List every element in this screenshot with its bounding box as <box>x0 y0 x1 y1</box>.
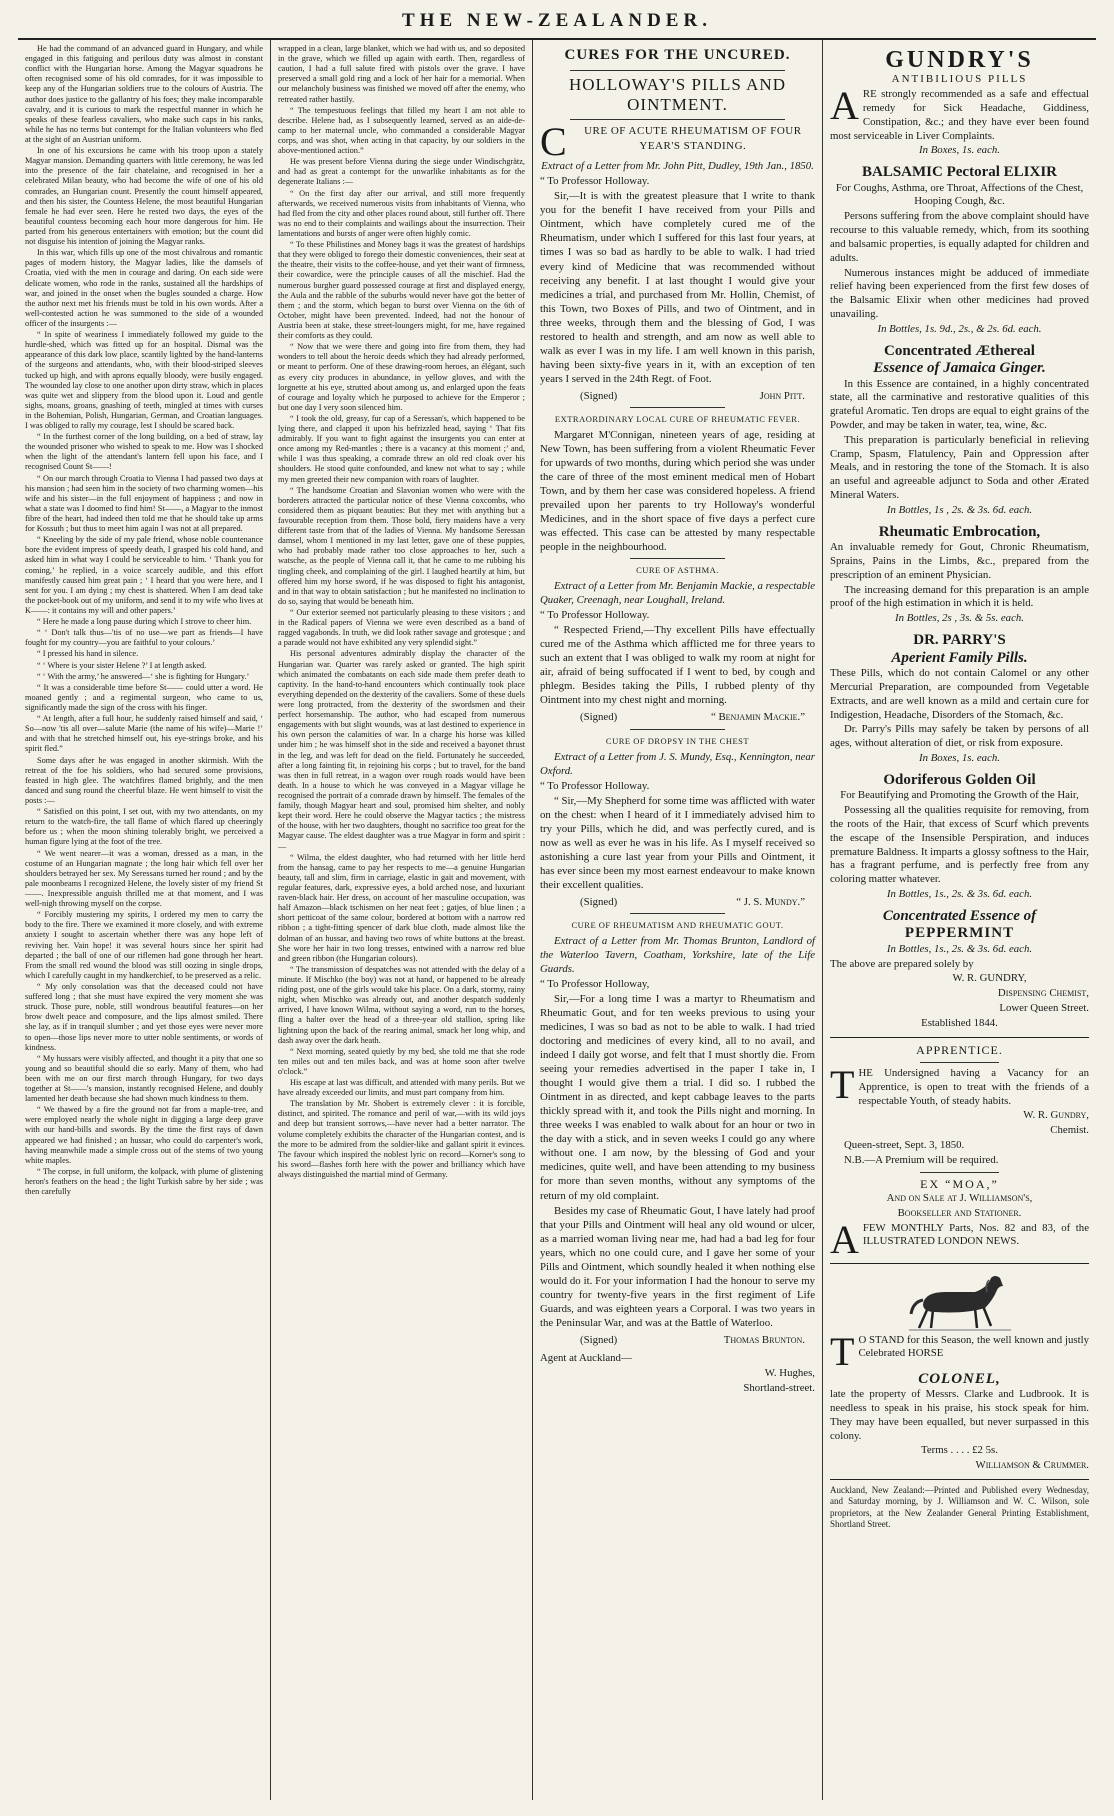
letter-body: Sir,—For a long time I was a martyr to Rheumatism and Rheumatic Gout, and for ten weeks previous to using your medicines, I was so bad as not to be able to walk. I had tried doctoring and medicines of every kind, all to no avail, and indeed I daily got worse, and felt that I must shortly die. From seeing your remedies advertised in the paper I take in, I thought I would give them a trial. I did so. I rubbed the Ointment in as directed, and kept cabbage leaves to the parts thickly spread with it, and took the Pills night and morning. In three weeks I was enabled to walk about for an hour or two in the day with a stick, and in seven weeks I could go any where without one. I am now, by the blessing of God and your medicines, quite well, and have been attending to my business for more than seven months, without any symptoms of the return of my old complaint. <box>540 993 815 1202</box>
column-4-ads <box>822 40 1096 1800</box>
ad-title: Concentrated Essence of <box>882 907 1037 924</box>
signature <box>580 710 805 724</box>
article-paragraph: “ We went nearer—it was a woman, dressed as a man, in the costume of an Hungarian magnate ; the long hair which fell over her shoulders betrayed her sex. My Seressans turned her round ; and by the pale moonbeams I recognized Helene, the lovely sister of my friend St——. Inexpressible anguish thrilled me at that moment, and I was well-nigh throwing myself on the corpse. <box>25 848 263 909</box>
ad-body: HE Undersigned having a Vacancy for an Apprentice, is open to treat with the friends of a respectable Youth, of steady habits. <box>858 1067 1089 1107</box>
ginger-ad <box>830 343 1089 518</box>
chemist-role: Dispensing Chemist, <box>997 987 1089 1000</box>
article-paragraph: “ The tempestuous feelings that filled my heart I am not able to describe. Helene had, as I subsequently learned, served as an aide-de-camp to her maternal uncle, who commanded a considerable Magyar corps, and was shot, when acting in that capacity, by our soldiers in the above-mentioned action.” <box>278 105 525 156</box>
article-paragraph: He was present before Vienna during the siege under Windischgrätz, and had as great a contempt for the unwarlike inhabitants as for the degenerate Italians :— <box>278 157 525 187</box>
ad-terms: Terms . . . . £2 5s. <box>921 1444 998 1457</box>
drop-cap: A <box>830 83 859 129</box>
article-paragraph: His escape at last was difficult, and attended with many perils. But we have already exceeded our limits, and must part company from him. <box>278 1078 525 1098</box>
rule <box>630 558 725 559</box>
testimonial-5 <box>540 920 815 1347</box>
chemist-address: Lower Queen Street. <box>999 1002 1089 1015</box>
rule <box>570 119 785 120</box>
agent-label: Agent at Auckland— <box>540 1351 632 1364</box>
ad-line: And on Sale at J. Williamson's, <box>886 1192 1033 1205</box>
ad-body: FEW MONTHLY Parts, Nos. 82 and 83, of the ILLUSTRATED LONDON NEWS. <box>862 1221 1089 1248</box>
agent-block <box>540 1351 815 1395</box>
letter-body: Margaret M'Connigan, nineteen years of age, residing at New Town, has been suffering from a violent Rheumatic Fever for upwards of two months, during which period she was under the care of three of the most eminent medical men of Hobart Town, and by them her case was considered hopeless. A friend prevailed upon her parents to try Holloway's wonderful Medicines, and in the short space of five days a perfect cure was effected. This case can be attested by many respectable people in the neighbourhood. <box>540 428 815 554</box>
column-2 <box>270 40 532 1800</box>
golden-oil-ad <box>830 772 1089 902</box>
prepared-by <box>830 958 1089 1031</box>
ad-title: Odoriferous Golden Oil <box>883 771 1036 788</box>
rule <box>830 1037 1089 1038</box>
signed-label: (Signed) <box>580 1333 618 1346</box>
imprint-footer: Auckland, New Zealand:—Printed and Published every Wednesday, and Saturday morning, by J. Williamson and W. C. Wilson, sole proprietors, at the New Zealander General Printing Establishment, Shortland Street. <box>830 1485 1089 1529</box>
signer-name: John Pitt. <box>759 389 805 402</box>
ad-title: Rheumatic Embrocation, <box>878 523 1041 540</box>
apprentice-ad <box>830 1043 1089 1168</box>
ad-body: Dr. Parry's Pills may safely be taken by persons of all ages, without alteration of diet, or risk from exposure. <box>830 723 1089 750</box>
ad-body: This preparation is particularly beneficial in relieving Cramp, Spasm, Flatulency, Pain and Oppression after Meals, and in restoring the tone of the Stomach. It is also an useful and agreeable adjunct to Soda and other Ærated Mineral Waters. <box>830 433 1089 502</box>
ad-body: These Pills, which do not contain Calomel or any other Mercurial Preparation, are compounded from Vegetable Extracts, and are well known as a mild and certain cure for Indigestion, Headache, Disorders of the Stomach, &c. <box>830 667 1089 721</box>
ad-body: Numerous instances might be adduced of immediate relief having been experienced from the first few doses of the Balsamic Elixir when other medicines had proved unavailing. <box>830 266 1089 320</box>
ad-title: DR. PARRY'S <box>913 632 1006 649</box>
ad-price: In Bottles, 1s. 9d., 2s., & 2s. 6d. each. <box>877 322 1042 335</box>
signed-label: (Signed) <box>580 389 618 402</box>
article-paragraph: “ ‘ Don't talk thus—'tis of no use—we part as friends—I have fought for my country—you are faithful to your colours.’ <box>25 628 263 648</box>
ad-price: In Bottles, 1s., 2s. & 3s. 6d. each. <box>886 942 1033 955</box>
article-paragraph: He had the command of an advanced guard in Hungary, and while engaged in this fatiguing and perilous duty was almost in constant conflict with the Hungarian horse. Among the Magyar squadrons he often recognised some of his old comrades, for it was impossible to keep any of the Hungarian soldiers true to the colours of Austria. The author does justice to the gallantry of his foes; they make incomparable cavalry, and it is curious to mark the respectful manner in which he speaks of these fearless cavaliers, who make such caps in his ranks, while he has no terms but contempt for the Italian volunteers who fled at the sight of an Austrian uniform. <box>25 44 263 144</box>
article-paragraph: “ We thawed by a fire the ground not far from a maple-tree, and were employed nearly the whole night in digging a large deep grave with our hand-bills and swords. By the time the first rays of dawn appeared we had finished ; an hussar, who could do carpenter's work, having meanwhile made a simple cross out of the stems of two young white maples. <box>25 1105 263 1165</box>
embrocation-ad <box>830 524 1089 626</box>
column-3-holloway <box>532 40 822 1800</box>
ad-title: GUNDRY'S <box>885 47 1034 73</box>
ad-body: The increasing demand for this preparation is an ample proof of the high estimation in which it is held. <box>830 583 1089 610</box>
rule <box>920 1062 999 1063</box>
agent-address: Shortland-street. <box>743 1381 815 1394</box>
ad-body: Possessing all the qualities requisite for removing, from the roots of the Hair, that excess of Scurf which prevents the escape of the Insensible Perspiration, and induces premature Baldness. It imparts a glossy softness to the Hair, has a fragrant perfume, and is perfectly free from any coloring matter whatever. <box>830 804 1089 886</box>
ad-body: For Coughs, Asthma, ore Throat, Affections of the Chest, Hooping Cough, &c. <box>835 181 1084 208</box>
ad-note: N.B.—A Premium will be required. <box>844 1153 999 1166</box>
ad-price: In Boxes, 1s. each. <box>919 144 1000 157</box>
ad-title: APPRENTICE. <box>916 1042 1003 1057</box>
article-paragraph: “ Here he made a long pause during which I strove to cheer him. <box>37 617 252 627</box>
rule <box>630 729 725 730</box>
ad-title-2: PEPPERMINT <box>904 925 1015 942</box>
article-paragraph: “ I took the old, greasy, fur cap of a Seressan's, which happened to be lying there, and clapped it upon his befrizzled head, saying ‘ That fits admirably. If you want to fight against the insurgents you can enter at once among my Red-mantles ; there is a vacancy at this moment ;’ and, while I was thus speaking, a comrade threw an old red cloak over his shoulders. He stood quite confounded, and knew not what to say ; while my men greeted their new companion with roars of laughter. <box>278 413 525 484</box>
letter-body: Sir,—It is with the greatest pleasure that I write to thank you for the benefit I have received from your Pills and Ointment, which have completely cured me of the Rheumatism, under which I suffered for this last four years, at times I was so bad as hardly to be able to walk. I had tried every kind of Medicine that was recommended without receiving any benefit. I at last thought I would give your medicines a trial, and purchased from Mr. Hollin, Chemist, of this Town, two Boxes of Pills, and two of Ointment, and in three weeks, through them and the blessing of God, I was restored to health and strength, and am now as well able to walk as ever I was in my life. I am well known in this parish, having been sixty-five years in it, with an exception of ten years I served in the 24th Regt. of Foot. <box>540 190 815 385</box>
article-paragraph: “ Next morning, seated quietly by my bed, she told me that she rode ten miles out and ten miles back, and was at home soon after twelve o'clock.” <box>278 1046 525 1076</box>
testimonial-heading: CURE OF DROPSY IN THE CHEST <box>605 735 750 746</box>
article-paragraph: In one of his excursions he came with his troop upon a stately Magyar mansion. Demanding quarters with little ceremony, he was led into the presence of the fair chatelaine, and recognised in her a celebrated Milan beauty, who had become the wife of one of his old comrades, an Hungarian count. Presently the count himself appeared, and then his sister, the Countess Helene, the most beautiful Hungarian female he had ever seen. Here he rested two days, the eyes of the beautiful countess becoming each hour more dangerous for him. He parted from his generous entertainers with emotion; but the count did not disguise his intention of joining the Magyar ranks. <box>25 146 263 247</box>
letter-addressee: “ To Professor Holloway. <box>540 779 650 792</box>
ad-title-2: Essence of Jamaica Ginger. <box>873 360 1046 377</box>
article-paragraph: “ Forcibly mustering my spirits, I ordered my men to carry the body to the fire. There we examined it more closely, and with extreme anxiety I sought to ascertain whether there was any hope left of reviving her. Vain hope! it was several hours since her spirit had departed ; the ball of one of our riflemen had gone through her heart. From the small red wound the blood was still oozing in single drops, which I carefully caught in my handkerchief, to be preserved as a relic. <box>25 910 263 980</box>
ad-line: Bookseller and Stationer. <box>897 1206 1022 1219</box>
ad-date: Queen-street, Sept. 3, 1850. <box>844 1139 965 1152</box>
letter-extract: Extract of a Letter from J. S. Mundy, Esq., Kennington, near Oxford. <box>540 750 815 777</box>
agent-name: W. Hughes, <box>764 1366 815 1379</box>
ad-signer-role: Chemist. <box>1050 1124 1089 1137</box>
letter-addressee: “ To Professor Holloway. <box>540 609 650 622</box>
moa-ad <box>830 1176 1089 1262</box>
letter-extract: Extract of a Letter from Mr. Thomas Brunton, Landlord of the Waterloo Tavern, Coatham, Yorkshire, late of the Life Guards. <box>540 934 815 975</box>
article-paragraph: The translation by Mr. Shobert is extremely clever : it is forcible, distinct, and spirited. The romance and peril of war,—with its wild joys and deep but transient sorrows,—have never had a better narrator. The volume completely exhibits the character of the Hungarian contest, and is the more to be admired from the soldier-like and gallant spirit it evinces. The favour which inspired the noblest lyric on record—Korner's song to his sword—flashes forth here with the power and brilliancy which have always distinguished the martial mind of Germany. <box>278 1099 525 1180</box>
ad-signer: W. R. Gundry, <box>1023 1109 1089 1122</box>
article-paragraph: “ Satisfied on this point, I set out, with my two attendants, on my return to the watch-fire, the tall flame of which flared up cheeringly before us ; when the moon shining tolerably bright, we perceived a human figure lying at the foot of the tree. <box>25 807 263 847</box>
article-paragraph: “ It was a considerable time before St—— could utter a word. He moaned gently ; and a regimental surgeon, who came to us, significantly made the sign of the cross with his finger. <box>25 682 263 712</box>
ad-body: For Beautifying and Promoting the Growth of the Hair, <box>840 789 1079 802</box>
article-paragraph: “ Now that we were there and going into fire from them, they had wonders to tell about the heroic deeds which they had already performed, or meant to perform. One of these drawing-room heroes, an élégant, such as every city produces in abundance, in yellow gloves, and with the lorgnette at his eye, strutted about among us, and enlarged upon the feats of courage and loyalty which he purposed to achieve for the Emperor ; but one day I very soon silenced him. <box>278 342 525 412</box>
signed-label: (Signed) <box>580 711 618 724</box>
horse-illustration-icon <box>905 1270 1015 1332</box>
rule <box>920 1172 999 1173</box>
signature <box>580 1333 805 1347</box>
drop-cap: T <box>830 1062 855 1107</box>
ad-title-2: Aperient Family Pills. <box>891 649 1028 666</box>
testimonial-heading: CURE OF ASTHMA. <box>636 565 719 576</box>
signature <box>580 389 805 403</box>
letter-body: Besides my case of Rheumatic Gout, I have lately had proof that your Pills and Ointment will heal any old wound or ulcer, as a married woman living near me, had had a bad leg for four years, which no one could cure, and I gave her some of your Pills and Ointment, which soundly healed it when nothing else would do it. For your information I had the honour to serve my country for twenty-five years in the first regiment of Life Guards, and was eighteen years a Corporal. I was two years in the Peninsular War, and was at the Battle of Waterloo. <box>540 1204 815 1329</box>
ad-body: In this Essence are contained, in a highly concentrated state, all the carminative and restorative qualities of this grateful Aromatic. Ten drops are equal to eight grains of the Powder, and may be taken in water, tea, wine, &c. <box>830 377 1089 432</box>
ad-price: In Bottles, 1s , 2s. & 3s. 6d. each. <box>886 503 1033 516</box>
rule <box>630 913 725 914</box>
rule <box>630 407 725 408</box>
letter-body: “ Respected Friend,—Thy excellent Pills have effectually cured me of the Asthma which afflicted me for three years to such an extent that I was obliged to walk my room at night for air, afraid of being suffocated if I went to bed, by cough and phlegm. Besides taking the Pills, I rubbed plenty of thy Ointment into my chest night and morning. <box>540 624 815 707</box>
letter-extract: Extract of a Letter from Mr. Benjamin Mackie, a respectable Quaker, Creenagh, near Loughall, Ireland. <box>540 580 815 607</box>
article-paragraph: “ The transmission of despatches was not attended with the delay of a minute. If Mischko (the boy) was not at hand, or happened to be already riding post, one of the girls would take his place. On a dark, stormy, rainy night, when Mischko was already out, and another despatch suddenly arrived, I have known Wilma, without saying a word, run to the horses, fling a halter over the head of a three-year old stallion, spring like lightning upon the back of the rearing animal, smack her long whip, and dash away over the dark heath. <box>278 964 525 1045</box>
drop-cap: C <box>540 119 567 165</box>
prepared-line: The above are prepared solely by <box>830 957 974 970</box>
ad-title: EX “MOA,” <box>920 1176 999 1191</box>
rule <box>830 1263 1089 1264</box>
ad-subtitle: ANTIBILIOUS PILLS <box>891 73 1028 85</box>
article-paragraph: “ To these Philistines and Money bags it was the greatest of hardships that they were obliged to forego their domestic conveniences, their seat at the theatre, their visits to the coffee-house, and yet their want of firmness, their cowardice, were the principle causes of all the mischief. Had the numerous burgher guard possessed courage at first and displayed energy, the Aula and the rabble of the suburbs would never have got the better of them ; and the storm, which began to burst over Vienna on the 6th of October, might have been prevented. Indeed, had not the honour of Austria been at stake, these street-loungers might, for me, have regained their comforts as they could. <box>278 240 525 341</box>
signer-name: Thomas Brunton. <box>723 1333 805 1346</box>
parry-ad <box>830 632 1089 766</box>
article-paragraph: “ On the first day after our arrival, and still more frequently afterwards, we received numerous visits from inhabitants of Vienna, who had fled from the city and other places round about, still further off. There was no end to their complaints and wailings about the insurrection. Their lamentations and bursts of anger were often highly comic. <box>278 188 525 238</box>
balsamic-ad <box>830 164 1089 336</box>
chemist-name: W. R. GUNDRY, <box>952 972 1027 985</box>
testimonial-2 <box>540 414 815 554</box>
column-1 <box>18 40 270 1800</box>
horse-name: COLONEL, <box>918 1370 1001 1387</box>
ad-body: RE strongly recommended as a safe and effectual remedy for Sick Headache, Giddiness, Constipation, &c.; and they have ever been found most serviceable in Liver Complaints. <box>830 88 1089 142</box>
article-paragraph: “ I pressed his hand in silence. <box>37 649 139 659</box>
gundry-ad <box>830 48 1089 158</box>
ad-body: Persons suffering from the above complaint should have recourse to this valuable remedy, which, from its soothing and balsamic properties, is equally adapted for children and adults. <box>830 210 1089 264</box>
article-paragraph: “ My only consolation was that the deceased could not have suffered long ; that she must have expired the very moment she was struck. Those pure, noble, still wondrous beautiful features—on her brow dwelt peace and composure, and the lips almost smiled. There she lay, as if in tranquil slumber ; and yet those eyes were never more to open—those lips never more to utter noble sentiments, or words of kindness. <box>25 981 263 1052</box>
letter-addressee: “ To Professor Holloway. <box>540 175 650 188</box>
rule <box>830 1479 1089 1480</box>
signer-name: “ J. S. Mundy.” <box>736 895 805 908</box>
ad-body: An invaluable remedy for Gout, Chronic Rheumatism, Sprains, Pains in the Limbs, &c., prepared from the prescription of an eminent Physician. <box>830 541 1089 581</box>
horse-ad <box>830 1270 1089 1473</box>
drop-cap: A <box>830 1216 859 1262</box>
ad-title: BALSAMIC Pectoral ELIXIR <box>862 164 1057 181</box>
testimonial-1 <box>540 119 815 403</box>
article-paragraph: In this war, which fills up one of the most chivalrous and romantic pages of modern history, the Magyar ladies, like the damsels of Croatia, vied with the men in courage and daring. On each side were delicate women, who rode in the ranks, sustained all the hardships of war, and joined in the onset when the bugles sounded a charge. How the author next met his friends must be told in his own words. After a well-contested action he was summoned to the side of a wounded officer of the insurgents :— <box>25 248 263 328</box>
ad-price: In Bottles, 2s , 3s. & 5s. each. <box>895 612 1024 625</box>
article-paragraph: “ The corpse, in full uniform, the kolpack, with plume of glistening heron's feathers on the head ; the light Turkish sabre by her side ; was then carefully <box>25 1166 263 1197</box>
article-paragraph: “ ‘ Where is your sister Helene ?’ I at length asked. <box>37 660 207 670</box>
columns <box>18 40 1096 1800</box>
established: Established 1844. <box>921 1016 998 1029</box>
peppermint-ad <box>830 908 1089 957</box>
drop-cap: T <box>830 1328 855 1374</box>
ad-signer: Williamson & Crummer. <box>975 1459 1089 1472</box>
ad-price: In Bottles, 1s., 2s. & 3s. 6d. each. <box>886 887 1033 900</box>
ad-body: late the property of Messrs. Clarke and Ludbrook. It is needless to speak in his praise, his stock speak for him. They may have been equalled, but never surpassed in this colony. <box>830 1388 1089 1442</box>
letter-extract: Extract of a Letter from Mr. John Pitt, Dudley, 19th Jan., 1850. <box>541 160 814 173</box>
ad-title: Concentrated Æthereal <box>884 342 1035 359</box>
letter-addressee: “ To Professor Holloway, <box>540 978 650 991</box>
article-paragraph: “ My hussars were visibly affected, and thought it a pity that one so young and so beautiful should die so early. Many of them, who had been with me on our first march through Hungary, for two days together at St——'s mansion, instantly recognised Helene, and doubly lamented her death because she had shown much kindness to them. <box>25 1053 263 1104</box>
ad-title: HOLLOWAY'S PILLS AND OINTMENT. <box>568 74 786 114</box>
article-paragraph: “ Wilma, the eldest daughter, who had returned with her little herd from the hansag, came to pay her respects to me—a genuine Hungarian beauty, tall and slim, firm in carriage, elastic in gait and movement, with regular features, dark, expressive eyes, a bold arched nose, and luxuriant raven-black hair. Her dress, on account of her masculine occupation, was half Amazon—black tschismen on her neat feet ; gatjes, of blue linen ; a short petticoat of the same colour, bordered at bottom with a narrow red ribbon ; a tight-fitting spencer of dark blue cloth, made almost like the dolman of an hussar, and having two rows of white buttons at the breast. She wore her hair in two long tresses, entwined with a narrow red blue and green ribbon (the Hungarian colours). <box>278 852 525 963</box>
article-paragraph: “ In the furthest corner of the long building, on a bed of straw, lay the wounded prisoner who wished to speak to me. How was I shocked when the light of the attendant's lantern fell upon his face, and I recognised Count St——! <box>25 432 263 472</box>
section-heading: CURES FOR THE UNCURED. <box>564 47 791 63</box>
article-paragraph: wrapped in a clean, large blanket, which we had with us, and so deposited in the grave, which we filled up again with earth. Then, regardless of caution, I had a full salute fired with pistols over the grave. I have preserved a small gold ring and a lock of her hair for a memorial. When our melancholy business was finished we moved off after the enemy, who retreated rather hastily. <box>278 44 525 104</box>
letter-body: “ Sir,—My Shepherd for some time was afflicted with water on the chest: when I heard of it I immediately advised him to try your Pills, which he did, and was perfectly cured, and is now as well as ever he was in his life. As I myself received so astonishing a cure last year from your Pills and Ointment, it has ever since been my most earnest endeavour to make known their excellent qualities. <box>540 794 815 891</box>
article-paragraph: “ At length, after a full hour, he suddenly raised himself and said, ‘ So—now 'tis all over—salute Marie (the name of his wife)—Marie !’ and with that he stretched himself out, his eye-strings broke, and his spirit fled.” <box>25 714 263 754</box>
ad-body: O STAND for this Season, the well known and justly Celebrated HORSE <box>858 1333 1089 1360</box>
testimonial-heading: EXTRAORDINARY LOCAL CURE OF RHEUMATIC FEVER. <box>554 413 801 424</box>
article-paragraph: His personal adventures admirably display the character of the Hungarian war. Quarter was rarely asked or granted. The high spirit which animated the combatants on each side made them prefer death to captivity. In the hand-to-hand encounters which continually took place everything depended on the dexterity of the cavaliers. Some of these duels were long protracted, from the dexterity of the swordsmen and their perfect horsemanship. The author, who had escaped from numerous engagements with but slight wounds, was at last destined to experience in his own person the calamities of war. In a charge his horse was killed under him ; he was himself shot in the side and received a bayonet thrust in the leg, and was left for dead on the field. Fortunately he succeeded, after a long fainting fit, in rejoining his corps ; but to travel, for the band was then in full retreat, in a wagon over rough roads would have been death. In a house to which he was conveyed in a Magyar village he recognised the portrait of a comrade drawn by himself. The females of the family, though Magyar heart and soul, promised him shelter, and nobly kept their word. Here he could observe the Magyar tactics ; the mistress of the house, with her two daughters, thought no sacrifice too great for the Magyar cause. The eldest daughter was a true Magyar in form and spirit :— <box>278 649 525 851</box>
masthead: THE NEW-ZEALANDER. <box>18 8 1096 40</box>
testimonial-3 <box>540 565 815 724</box>
signed-label: (Signed) <box>580 895 618 908</box>
ad-price: In Boxes, 1s. each. <box>919 751 1000 764</box>
rule <box>570 70 785 71</box>
article-paragraph: “ Our exterior seemed not particularly pleasing to these visitors ; and in the Radical papers of Vienna we were even described as a band of ragged vagabonds. In truth, we did look rather savage and grotesque ; and a parade would not have exhibited any very splendid sight.” <box>278 608 525 648</box>
signer-name: “ Benjamin Mackie.” <box>710 711 805 724</box>
testimonial-heading: CURE OF RHEUMATISM AND RHEUMATIC GOUT. <box>571 919 784 930</box>
article-paragraph: Some days after he was engaged in another skirmish. With the retreat of the foe his soldiers, who had secured some provisions, feasted in high glee. The watchfires flamed brightly, and the men danced and sung round the cheerful blaze. He went himself to visit the posts :— <box>25 755 263 805</box>
article-paragraph: “ On our march through Croatia to Vienna I had passed two days at his mansion ; had seen him in the society of two charming women—his wife and his sister—in the full enjoyment of happiness ; and now in what a state was I doomed to find him! St——, a Magyar to the inmost fibre of the heart, had indeed then told me that he should take up arms for Kossuth ; but thus to meet him again I was not at all prepared. <box>25 473 263 534</box>
testimonial-4 <box>540 736 815 909</box>
article-paragraph: “ ‘ With the army,’ he answered—‘ she is fighting for Hungary.’ <box>37 671 250 681</box>
testimonial-heading: URE OF ACUTE RHEUMATISM OF FOUR YEAR'S STANDING. <box>584 125 802 152</box>
signature <box>580 895 805 909</box>
article-paragraph: “ Kneeling by the side of my pale friend, whose noble countenance bore the evident impress of speedy death, I grasped his cold hand, and asked him in what way I could be serviceable to him. ‘ Thank you for coming,’ he replied, in a voice scarcely audible, and this effort manifestly caused him great pain ; ‘ I heard that you were here, and I sent for you. I am dying ; my chest is shattered. When I am dead take the pocket-book out of my uniform, and send it to my wife who lives at K——: it contains my will and other papers.’ <box>25 535 263 616</box>
article-paragraph: “ In spite of weariness I immediately followed my guide to the hurdle-shed, which was fitted up for an hospital. Dismal was the appearance of this dark low place, scantily lighted by the hand-lanterns of the surgeons and attendants, who, with their blood-striped sleeves tucked up high, and with aprons equally bloody, were busily engaged. The wounded lay close to one another upon dirty straw, which in places was quite wet and slippery from the blood upon it. Loud and gentle sighs, moans, groans, gnashing of teeth, mingled at times with curses in the Bohemian, Polish, Hungarian, German, and Croatian languages. I was obliged to rally my courage, lest I should be scared back. <box>25 330 263 431</box>
article-paragraph: “ The handsome Croatian and Slavonian women who were with the borderers attracted the particular notice of these Vienna coxcombs, who considered them as piquant beauties: But they met with anything but a favourable reception from them. Those bold, fiery maidens have a very different taste from that of the ladies of Vienna. My handsome Seressan damsel, whom I mentioned in my last letter, gave one of these puppies, who had probably made rather too close approaches to her, such a watsche, as the people of Vienna call it, that he came to me rubbing his tingling cheek, and complaining of the girl. I laughed heartily at him, but offered him my horse sword, if he was disposed to fight his antagonist, and in that way to obtain satisfaction ; but he manifested no inclination to do so, saying that would be beneath him. <box>278 485 525 606</box>
